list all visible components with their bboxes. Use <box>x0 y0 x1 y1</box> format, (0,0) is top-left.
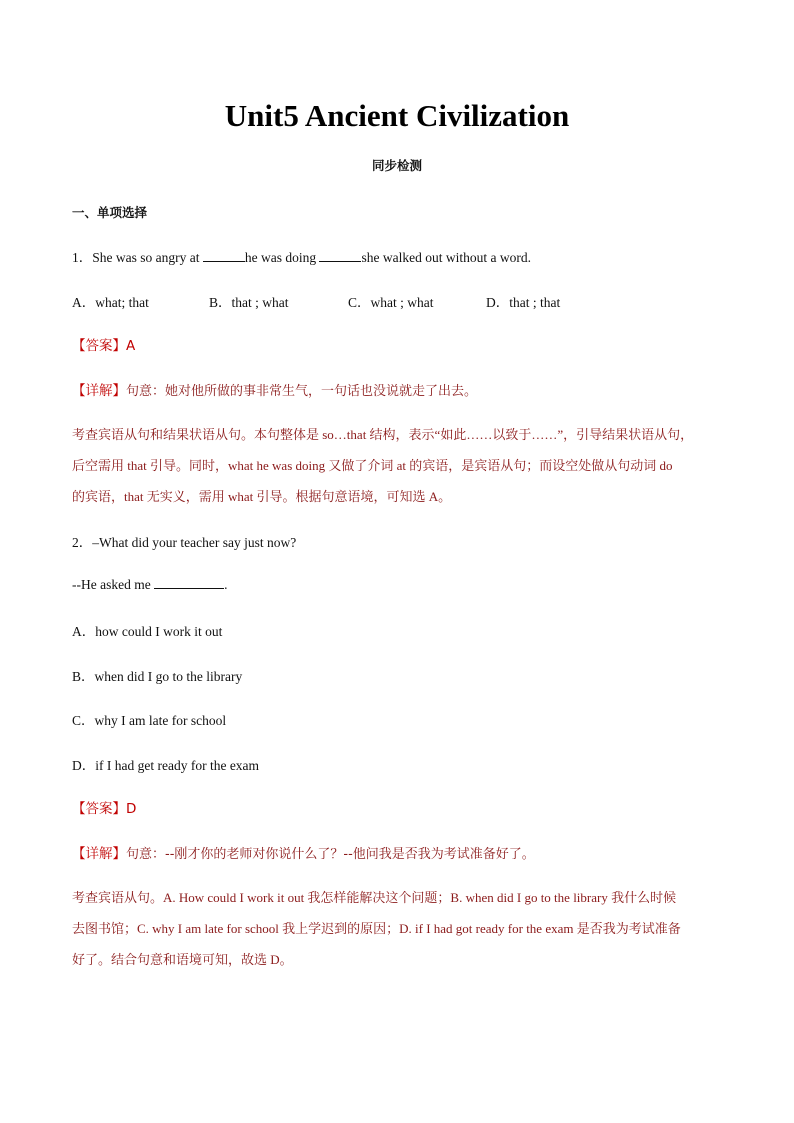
question-2 <box>72 531 296 551</box>
page-title: Unit5 Ancient Civilization <box>224 98 570 133</box>
option-b: B．when did I go to the library <box>72 669 243 684</box>
explanation-line: 考查宾语从句和结果状语从句。本句整体是 so…that 结构，表示“如此……以致于……”，引导结果状语从句， <box>72 427 694 442</box>
detail-tag: 【详解】 <box>72 383 126 399</box>
answer-value: D <box>126 801 137 817</box>
answer-value: A <box>126 338 136 354</box>
question-1 <box>72 246 531 266</box>
question-text: –What did your teacher say just now? <box>92 535 297 550</box>
option-a: A．how could I work it out <box>72 624 223 639</box>
option-c: C．what ; what <box>348 295 434 310</box>
answer-line <box>72 797 136 817</box>
question-text-end: . <box>224 577 228 592</box>
option-a: A．what; that <box>72 295 149 310</box>
detail-line <box>72 379 477 399</box>
question-text: She was so angry at <box>92 250 203 265</box>
explanation-line: 的宾语，that 无实义，需用 what 引导。根据句意语境，可知选 A。 <box>72 489 452 504</box>
answer-blank <box>319 249 361 262</box>
question-2-line-2 <box>72 576 227 593</box>
explanation-line: 好了。结合句意和语境可知，故选 D。 <box>72 952 293 967</box>
question-number: 2． <box>72 535 93 550</box>
option-d: D．if I had get ready for the exam <box>72 758 260 773</box>
option-b: B．that ; what <box>209 295 289 310</box>
option-d: D．that ; that <box>486 295 561 310</box>
explanation-line: 去图书馆；C. why I am late for school 我上学迟到的原因；D. if I had got ready for the exam 是否我为考试准备 <box>72 921 681 936</box>
explanation-line: 考查宾语从句。A. How could I work it out 我怎样能解决这个问题；B. when did I go to the library 我什么时候 <box>72 890 677 905</box>
answer-blank <box>203 249 245 262</box>
detail-tag: 【详解】 <box>72 846 126 862</box>
question-text: --He asked me <box>72 577 155 592</box>
question-number: 1． <box>72 250 93 265</box>
section-heading: 一、单项选择 <box>72 205 148 220</box>
question-text: she walked out without a word. <box>361 250 531 265</box>
option-c: C．why I am late for school <box>72 713 227 728</box>
detail-text: 句意：她对他所做的事非常生气，一句话也没说就走了出去。 <box>126 384 478 399</box>
answer-tag: 【答案】 <box>72 801 126 817</box>
explanation-line: 后空需用 that 引导。同时，what he was doing 又做了介词 at 的宾语，是宾语从句；而设空处做从句动词 do <box>72 458 673 473</box>
page-subtitle: 同步检测 <box>371 158 422 173</box>
question-text: he was doing <box>244 250 320 265</box>
answer-tag: 【答案】 <box>72 338 126 354</box>
detail-line <box>72 842 535 862</box>
detail-text: 句意：--刚才你的老师对你说什么了？--他问我是否我为考试准备好了。 <box>126 847 535 862</box>
answer-blank <box>154 576 224 589</box>
answer-line <box>72 334 135 354</box>
